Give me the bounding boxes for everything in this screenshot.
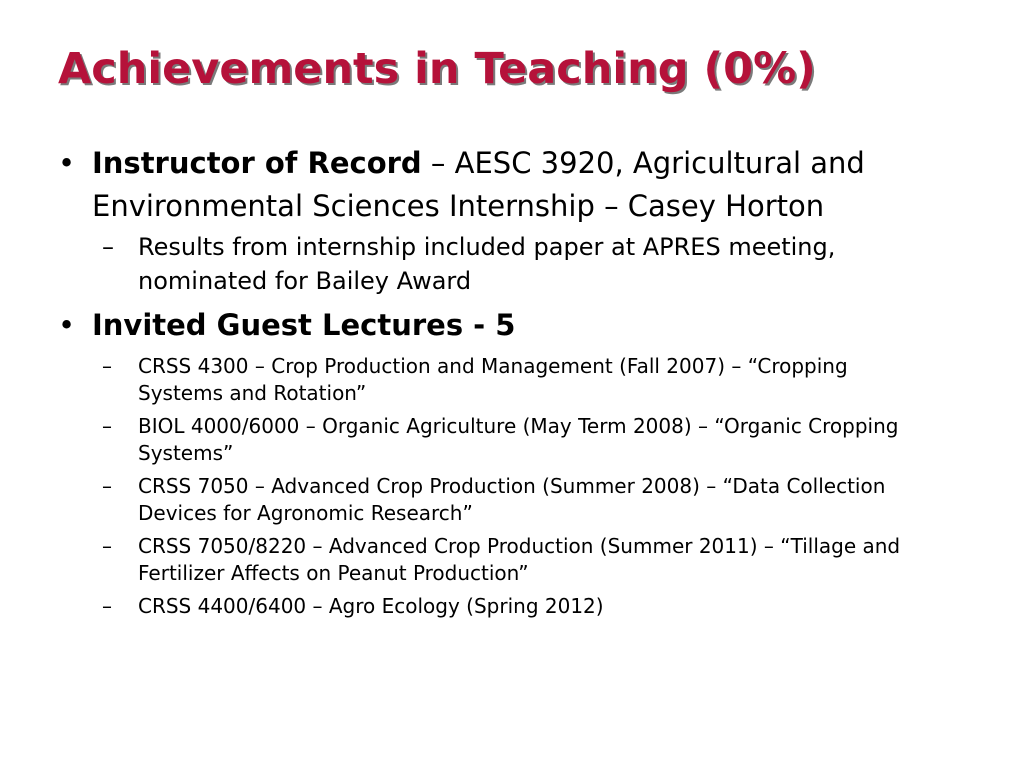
lecture-text: BIOL 4000/6000 – Organic Agriculture (May Term 2008) – “Organic Cropping Systems”: [138, 414, 899, 465]
lecture-text: CRSS 4400/6400 – Agro Ecology (Spring 2012): [138, 594, 604, 618]
slide-body: [0, 140, 1024, 620]
lecture-item: [102, 473, 928, 527]
lecture-item: [102, 593, 928, 620]
bullet-item-guest-lectures: [58, 304, 942, 347]
sub-bullet-text: Results from internship included paper at APRES meeting, nominated for Bailey Award: [138, 233, 836, 295]
dash-marker: –: [102, 534, 112, 558]
lecture-text: CRSS 7050/8220 – Advanced Crop Production (Summer 2011) – “Tillage and Fertilizer Affects on Peanut Production”: [138, 534, 901, 585]
dash-marker: –: [102, 354, 112, 378]
lecture-item: [102, 413, 928, 467]
slide-title: Achievements in Teaching (0%): [58, 44, 816, 94]
bullet-marker: •: [58, 308, 76, 342]
sub-bullet-item: [102, 230, 928, 298]
lecture-text: CRSS 4300 – Crop Production and Management (Fall 2007) – “Cropping Systems and Rotation”: [138, 354, 848, 405]
dash-marker: –: [102, 414, 112, 438]
dash-marker: –: [102, 233, 114, 261]
dash-marker: –: [102, 594, 112, 618]
bullet-label: Instructor of Record: [92, 146, 422, 180]
lecture-text: CRSS 7050 – Advanced Crop Production (Summer 2008) – “Data Collection Devices for Agronomic Research”: [138, 474, 886, 525]
lecture-item: [102, 353, 928, 407]
bullet-marker: •: [58, 146, 76, 180]
bullet-label: Invited Guest Lectures - 5: [92, 308, 516, 342]
bullet-text: – AESC 3920, Agricultural and Environmental Sciences Internship – Casey Horton: [92, 146, 865, 223]
lecture-item: [102, 533, 928, 587]
dash-marker: –: [102, 474, 112, 498]
bullet-item-instructor: [58, 142, 942, 228]
